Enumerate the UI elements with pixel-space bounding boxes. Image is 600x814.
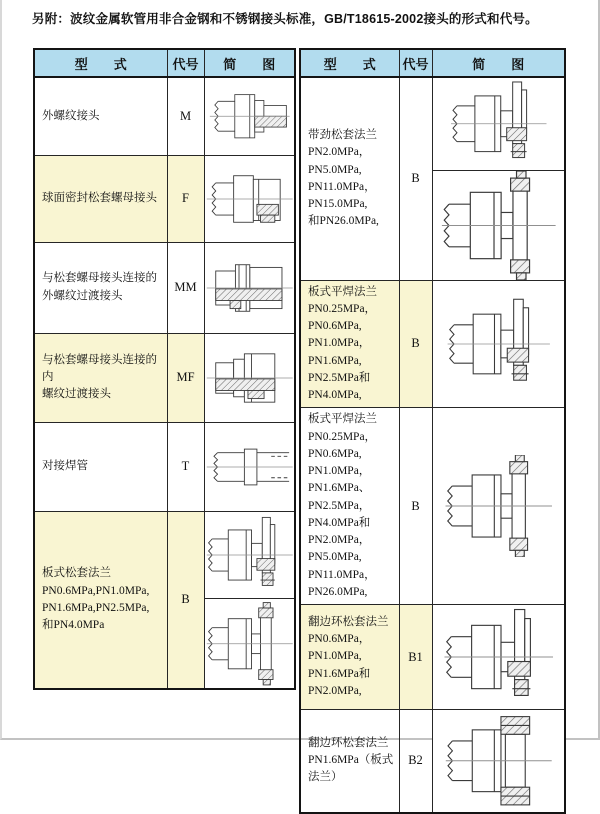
diagram-svg-flange-neck-sym: [433, 171, 565, 280]
diagram-svg-flange-loose-sym: [205, 599, 295, 689]
column-header-code: 代号: [167, 49, 204, 77]
fitting-code-cell: F: [167, 155, 204, 242]
fitting-code-cell: MF: [167, 333, 204, 422]
column-header-code: 代号: [399, 49, 432, 77]
column-header-diagram: 简 图: [432, 49, 565, 77]
fitting-code-cell: B2: [399, 710, 432, 813]
fitting-type-cell: [300, 605, 399, 710]
fitting-code-cell: M: [167, 77, 204, 155]
fitting-code-cell: B1: [399, 605, 432, 710]
diagram-svg-hose-male-thread: [205, 78, 295, 155]
fitting-type-line: 螺纹过渡接头: [42, 388, 111, 401]
diagram-svg-adapter-male-female: [205, 334, 295, 422]
fittings-table-right: [299, 48, 566, 814]
column-header-type: 型 式: [300, 49, 399, 77]
fitting-type-line: 板式平焊法兰: [308, 413, 377, 426]
fitting-type-line: 对接焊管: [42, 459, 88, 472]
fitting-type-cell: [34, 511, 167, 689]
fitting-type-cell: [34, 242, 167, 333]
diagram-svg-butt-weld-pipe: [205, 423, 295, 511]
fitting-type-line: 外螺纹过渡接头: [42, 289, 123, 302]
table-section-left: [33, 48, 296, 690]
fitting-code-cell: B: [399, 280, 432, 408]
fitting-code-cell: B: [399, 408, 432, 605]
diagram-svg-flange-lap-up: [433, 605, 565, 709]
fitting-diagram-flange-weld-up: [432, 280, 565, 408]
fitting-type-cell: [34, 422, 167, 511]
fitting-type-cell: [300, 280, 399, 408]
fitting-diagram-flange-neck-sym: [432, 170, 565, 280]
fitting-type-line: 与松套螺母接头连接的内: [42, 353, 157, 383]
fitting-type-line: PN2.5MPa和PN4.0MPa,: [308, 371, 371, 401]
fitting-type-line: 球面密封松套螺母接头: [42, 191, 157, 204]
fitting-type-cell: [34, 155, 167, 242]
fitting-type-line: PN11.0MPa，PN26.0MPa,: [308, 568, 376, 598]
fitting-type-line: 和PN4.0MPa: [42, 619, 105, 631]
fitting-diagram-flange-neck-up: [432, 77, 565, 170]
fitting-diagram-flange-loose-sym: [204, 598, 295, 689]
fitting-type-line: PN1.6MPa和PN2.0MPa,: [308, 667, 371, 697]
fitting-type-line: PN11.0MPa，PN15.0MPa,: [308, 180, 376, 210]
fitting-type-line: PN2.0MPa，PN5.0MPa,: [308, 146, 371, 176]
fitting-code-cell: B: [399, 77, 432, 280]
fitting-type-line: 翻边环松套法兰: [308, 736, 389, 749]
fitting-type-line: PN1.0MPa，PN1.6MPa、: [308, 465, 371, 495]
fitting-type-cell: [300, 408, 399, 605]
diagram-svg-flange-lap-sym: [433, 710, 565, 812]
fitting-type-line: 带劲松套法兰: [308, 129, 377, 141]
fitting-diagram-adapter-male-female: [204, 333, 295, 422]
fitting-type-line: 与松套螺母接头连接的: [42, 272, 157, 285]
column-header-type: 型 式: [34, 49, 167, 77]
diagram-svg-flange-weld-sym: [433, 455, 565, 557]
fitting-type-cell: [300, 710, 399, 813]
fitting-type-cell: [34, 333, 167, 422]
fitting-code-cell: T: [167, 422, 204, 511]
fitting-type-line: PN0.6MPa，PN1.0MPa,: [308, 633, 371, 663]
fitting-type-line: PN1.6MPa（板式法兰）: [308, 754, 394, 784]
fitting-diagram-flange-weld-sym: [432, 408, 565, 605]
fitting-type-cell: [34, 77, 167, 155]
fitting-type-line: 外螺纹接头: [42, 109, 100, 122]
fitting-diagram-hose-swivel-nut: [204, 155, 295, 242]
fitting-type-line: PN0.25MPa，PN0.6MPa,: [308, 302, 377, 332]
fittings-table-left: [33, 48, 296, 690]
fitting-code-cell: MM: [167, 242, 204, 333]
fitting-type-line: PN0.6MPa,PN1.0MPa,: [42, 584, 150, 597]
fitting-diagram-flange-loose-up: [204, 511, 295, 598]
column-header-diagram: 简 图: [204, 49, 295, 77]
diagram-svg-adapter-male-male: [205, 243, 295, 333]
diagram-svg-flange-neck-up: [433, 78, 565, 170]
diagram-svg-flange-loose-up: [205, 512, 295, 598]
fitting-type-line: PN1.0MPa，PN1.6MPa,: [308, 337, 371, 367]
fitting-type-line: 翻边环松套法兰: [308, 615, 389, 628]
diagram-svg-flange-weld-up: [433, 295, 565, 393]
fitting-type-cell: [300, 77, 399, 280]
fitting-type-line: 板式松套法兰: [42, 567, 111, 580]
fitting-diagram-butt-weld-pipe: [204, 422, 295, 511]
fitting-diagram-flange-lap-sym: [432, 710, 565, 813]
fitting-diagram-adapter-male-male: [204, 242, 295, 333]
table-section-right: [299, 48, 566, 814]
fitting-diagram-flange-lap-up: [432, 605, 565, 710]
fitting-type-line: PN2.5MPa，PN4.0MPa和: [308, 499, 371, 529]
fitting-type-line: 和PN26.0MPa,: [308, 215, 379, 228]
fitting-diagram-hose-male-thread: [204, 77, 295, 155]
fitting-type-line: 板式平焊法兰: [308, 285, 377, 298]
fitting-code-cell: B: [167, 511, 204, 689]
diagram-svg-hose-swivel-nut: [205, 156, 295, 242]
page-title: 另附：波纹金属软管用非合金钢和不锈钢接头标准，GB/T18615-2002接头的形式和代号。: [32, 12, 538, 26]
fitting-type-line: PN0.25MPa，PN0.6MPa,: [308, 430, 377, 460]
fitting-type-line: PN1.6MPa,PN2.5MPa,: [42, 601, 150, 614]
fitting-type-line: PN2.0MPa，PN5.0MPa,: [308, 534, 371, 564]
